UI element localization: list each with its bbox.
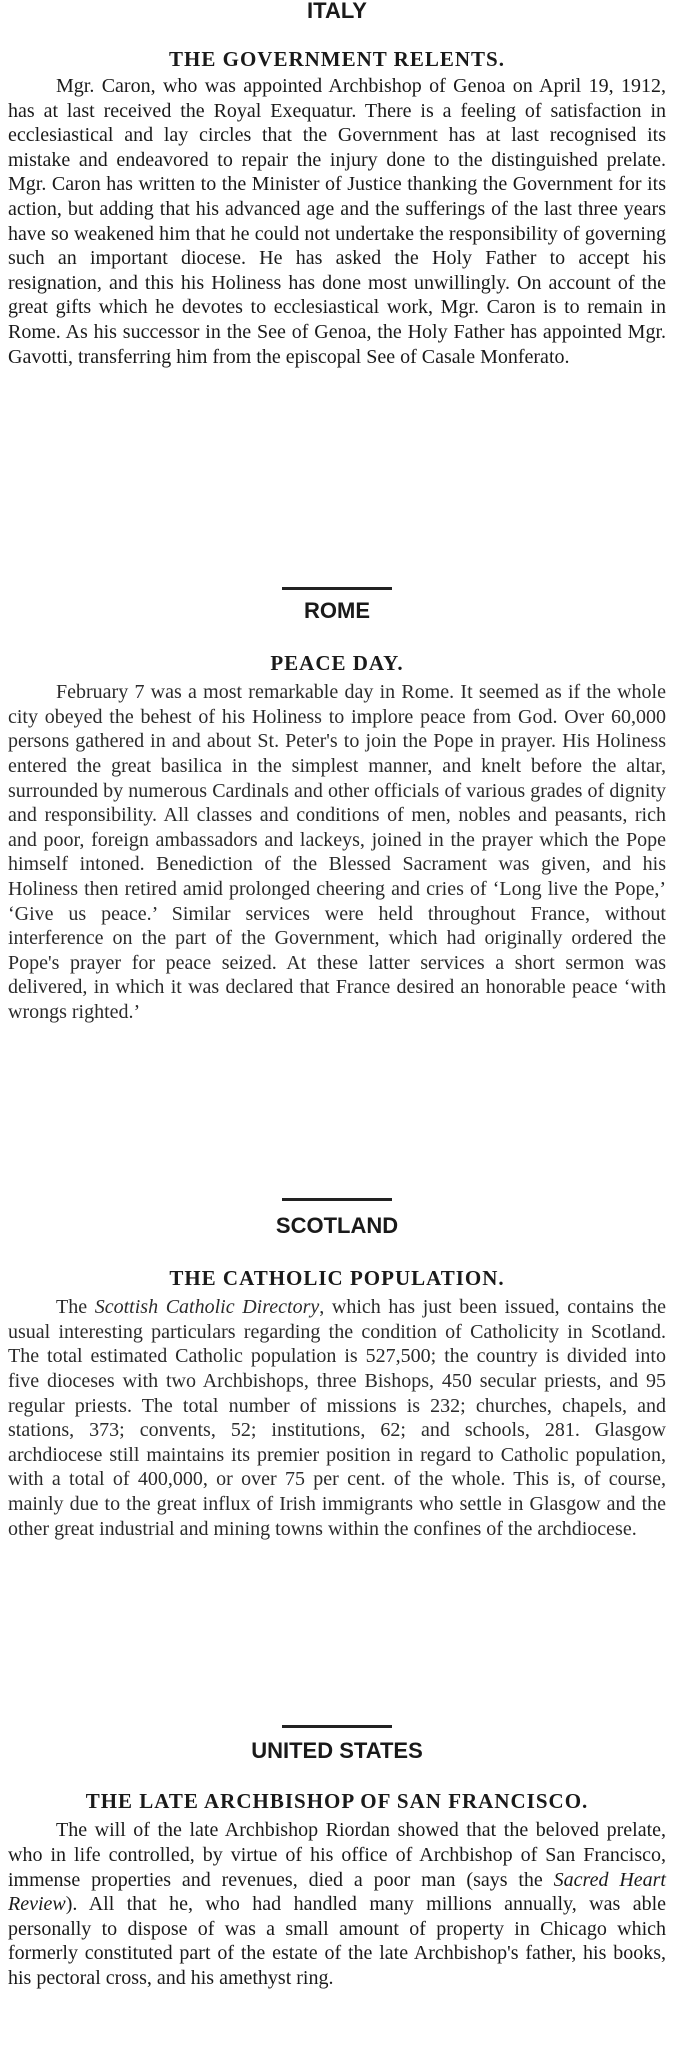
section-heading-italy: ITALY (307, 0, 367, 23)
publication-title: Scottish Catholic Directory (94, 1296, 320, 1319)
section-heading-rome: ROME (304, 598, 370, 624)
section-divider (282, 1725, 392, 1728)
section-divider (282, 587, 392, 590)
text-run: The (56, 1296, 95, 1319)
article-title-late-archbishop: THE LATE ARCHBISHOP OF SAN FRANCISCO. (85, 1789, 589, 1814)
article-paragraph (8, 1818, 666, 1990)
article-body-italy (8, 74, 666, 567)
article-title-government-relents: THE GOVERNMENT RELENTS. (169, 47, 505, 71)
article-paragraph: Mgr. Caron, who was appointed Archbishop of Genoa on April 19, 1912, has at last received the Royal Exequatur. There is a feeling of satisfaction in ecclesiastical and lay circles that the Government has at last recognised its mistake and endeavored to repair the injury done to the distinguished prelate. Mgr. Caron has written to the Minister of Justice thanking the Government for its action, but adding that his advanced age and the sufferings of the last three years have so weakened him that he could not undertake the responsibility of governing such an important diocese. He has asked the Holy Father to accept his resignation, and this his Holiness has done most unwillingly. On account of the great gifts which he devotes to ecclesiastical work, Mgr. Caron is to remain in Rome. As his successor in the See of Genoa, the Holy Father has appointed Mgr. Gavotti, transferring him from the episcopal See of Casale Monferato. (8, 75, 666, 368)
article-body-united-states (8, 1818, 666, 1990)
section-heading-scotland: SCOTLAND (275, 1213, 399, 1239)
text-run: The will of the late Archbishop Riordan showed that the beloved prelate, who in life controlled, by virtue of his office of Archbishop of San Francisco, immense properties and revenues, died a poor man (says the (8, 1819, 666, 1891)
text-run: ). All that he, who had handled many millions annually, was able personally to dispose of was a small amount of property in Chicago which formerly constituted part of the estate of the late Archbishop's father, his books, his pectoral cross, and his amethyst ring. (8, 1893, 666, 1989)
article-body-rome (8, 680, 666, 1170)
article-body-scotland (8, 1295, 666, 1705)
article-title-peace-day: PEACE DAY. (270, 651, 404, 676)
publication-title: Sacred Heart Review (8, 1868, 666, 1916)
article-paragraph: February 7 was a most remarkable day in Rome. It seemed as if the whole city obeyed the behest of his Holiness to implore peace from God. Over 60,000 persons gathered in and about St. Peter's to join the Pope in prayer. His Holiness entered the great basilica in the simplest manner, and knelt before the altar, surrounded by numerous Cardinals and other officials of various grades of dignity and responsibility. All classes and conditions of men, nobles and peasants, rich and poor, foreign ambassadors and lackeys, joined in the prayer which the Pope himself intoned. Benediction of the Blessed Sacrament was given, and his Holiness then retired amid prolonged cheering and cries of ‘Long live the Pope,’ ‘Give us peace.’ Similar services were held throughout France, without interference on the part of the Government, which had originally ordered the Pope's prayer for peace seized. At these latter services a short sermon was delivered, in which it was declared that France desired an honorable peace ‘with wrongs righted.’ (8, 681, 666, 1023)
article-title-catholic-population: THE CATHOLIC POPULATION. (169, 1266, 505, 1291)
section-divider (282, 1198, 392, 1201)
article-paragraph (8, 1295, 666, 1541)
section-heading-united-states: UNITED STATES (251, 1738, 423, 1764)
text-run: , which has just been issued, contains the usual interesting particulars regarding the condition of Catholicity in Scotland. The total estimated Catholic population is 527,500; the country is divided into five dioceses with two Archbishops, three Bishops, 450 secular priests, and 95 regular priests. The total number of missions is 232; churches, chapels, and stations, 373; convents, 52; institutions, 62; and schools, 281. Glasgow archdiocese still maintains its premier position in regard to Catholic population, with a total of 400,000, or over 75 per cent. of the whole. This is, of course, mainly due to the great influx of Irish immigrants who settle in Glasgow and the other great industrial and mining towns within the confines of the archdiocese. (8, 1296, 666, 1540)
